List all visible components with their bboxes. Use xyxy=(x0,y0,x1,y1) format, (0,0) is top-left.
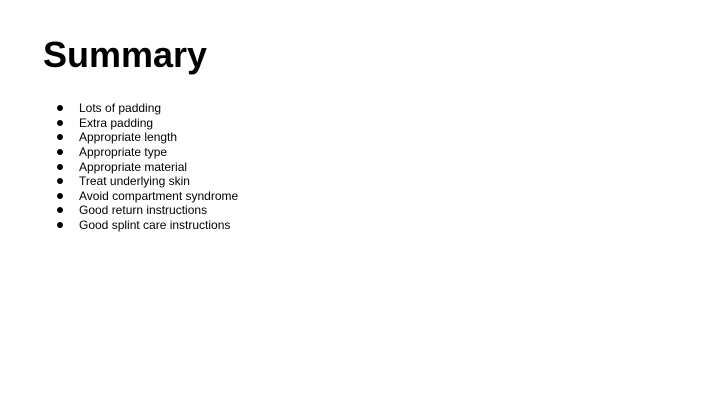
bullet-dot-icon xyxy=(57,105,63,111)
bullet-text: Extra padding xyxy=(79,115,154,130)
bullet-text: Good splint care instructions xyxy=(79,218,231,233)
bullet-item xyxy=(55,130,238,145)
bullet-text: Avoid compartment syndrome xyxy=(79,188,239,203)
bullet-dot-icon xyxy=(57,178,63,184)
bullet-text: Appropriate length xyxy=(79,130,178,145)
bullet-item xyxy=(55,116,238,131)
bullet-dot-icon xyxy=(57,149,63,155)
bullet-text: Appropriate type xyxy=(79,145,168,160)
bullet-dot-icon xyxy=(57,134,63,140)
bullet-list xyxy=(55,101,238,232)
bullet-text: Good return instructions xyxy=(79,203,208,218)
bullet-dot-icon xyxy=(57,193,63,199)
bullet-dot-icon xyxy=(57,120,63,126)
bullet-text: Treat underlying skin xyxy=(79,174,190,189)
bullet-item xyxy=(55,189,238,204)
bullet-item xyxy=(55,218,238,233)
bullet-item xyxy=(55,174,238,189)
bullet-item xyxy=(55,101,238,116)
bullet-text: Appropriate material xyxy=(79,159,188,174)
bullet-dot-icon xyxy=(57,207,63,213)
bullet-item xyxy=(55,145,238,160)
bullet-item xyxy=(55,159,238,174)
bullet-item xyxy=(55,203,238,218)
slide-title: Summary xyxy=(43,34,208,75)
bullet-text: Lots of padding xyxy=(79,101,162,116)
bullet-dot-icon xyxy=(57,164,63,170)
bullet-dot-icon xyxy=(57,222,63,228)
